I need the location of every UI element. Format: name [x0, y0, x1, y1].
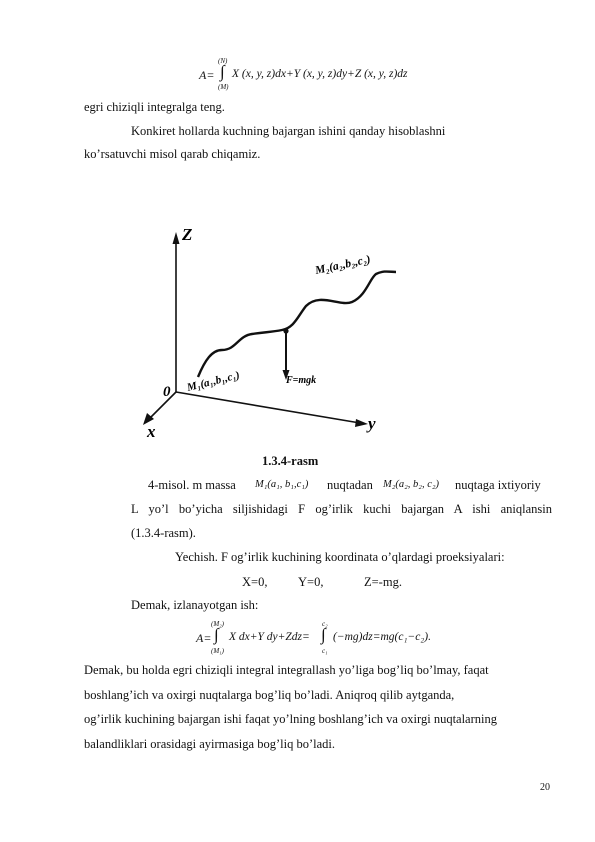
point-m2-label: M₂(a₂,b₂,c₂) — [314, 253, 372, 277]
text-line-3: ko’rsatuvchi misol qarab chiqamiz. — [84, 147, 261, 161]
work-integral-sign-1: ∫ — [214, 625, 219, 644]
conclusion-line-1: Demak, bu holda egri chiziqli integral integrallash yo’liga bog’liq bo’lmay, faqat — [84, 663, 489, 677]
solution-line: Yechish. F og’irlik kuchining koordinata o’qlardagi proeksiyalari: — [175, 550, 505, 564]
example-point-m1: M₁(a₁, b₁,c₁) — [255, 479, 309, 490]
path-curve-L — [198, 272, 396, 378]
axis-y-arrow — [355, 419, 368, 427]
formula-top-lhs: A= — [199, 68, 215, 82]
work-formula-upper-1: (M₂) — [211, 620, 224, 628]
work-formula-rhs: (−mg)dz=mg(c₁−c₂). — [333, 631, 432, 643]
point-m1-label: M₁(a₁,b₁,c₁) — [185, 369, 241, 394]
example-text-b: nuqtadan — [327, 478, 373, 492]
formula-top-lower-limit: (M) — [218, 83, 229, 91]
work-formula-lower-2: c₁ — [322, 647, 328, 655]
conclusion-line-3: og’irlik kuchining bajargan ishi faqat yo’lning boshlang’ich va oxirgi nuqtalarning — [84, 712, 497, 726]
text-line-1: egri chiziqli integralga teng. — [84, 100, 225, 114]
force-label: F=mgk — [286, 375, 317, 386]
integral-sign: ∫ — [220, 62, 225, 81]
page-number: 20 — [540, 782, 550, 793]
axis-z-label: Z — [182, 225, 193, 244]
conclusion-line-4: balandliklari orasidagi ayirmasiga bog’liq bo’ladi. — [84, 737, 335, 751]
text-line-2: Konkiret hollarda kuchning bajargan ishini qanday hisoblashni — [131, 124, 446, 138]
example-point-m2: M₂(a₂, b₂, c₂) — [383, 479, 440, 490]
example-line-2: L yo’l bo’yicha siljishidagi F og’irlik kuchi bajargan A ishi aniqlansin — [131, 502, 552, 516]
work-integral-sign-2: ∫ — [321, 625, 326, 644]
example-text-c: nuqtaga ixtiyoriy — [455, 478, 541, 492]
origin-label: 0 — [163, 384, 171, 400]
work-formula-mid: X dx+Y dy+Zdz= — [229, 631, 310, 643]
work-formula-lhs: A= — [196, 631, 212, 645]
example-text-a: 4-misol. m massa — [148, 478, 236, 492]
work-formula-lower-1: (M₁) — [211, 647, 224, 655]
conclusion-line-2: boshlang’ich va oxirgi nuqtalarga bog’liq bo’ladi. Aniqroq qilib aytganda, — [84, 688, 455, 702]
figure-1-3-4 — [130, 218, 430, 443]
axis-x-label: x — [147, 422, 156, 441]
projection-y: Y=0, — [298, 575, 324, 589]
axis-y-line — [176, 392, 360, 423]
example-line-3: (1.3.4-rasm). — [131, 526, 196, 540]
projection-z: Z=-mg. — [364, 575, 402, 589]
formula-top-upper-limit: (N) — [218, 57, 228, 65]
work-formula-upper-2: c₂ — [322, 620, 328, 628]
axis-x-line — [148, 392, 176, 420]
figure-caption: 1.3.4-rasm — [262, 454, 319, 468]
projection-x: X=0, — [242, 575, 268, 589]
axis-y-label: y — [368, 414, 376, 433]
formula-top-integrand: X (x, y, z)dx+Y (x, y, z)dy+Z (x, y, z)dz — [232, 68, 408, 80]
point-on-curve — [283, 328, 288, 333]
axis-z-arrow — [173, 232, 180, 244]
work-intro: Demak, izlanayotgan ish: — [131, 598, 259, 612]
